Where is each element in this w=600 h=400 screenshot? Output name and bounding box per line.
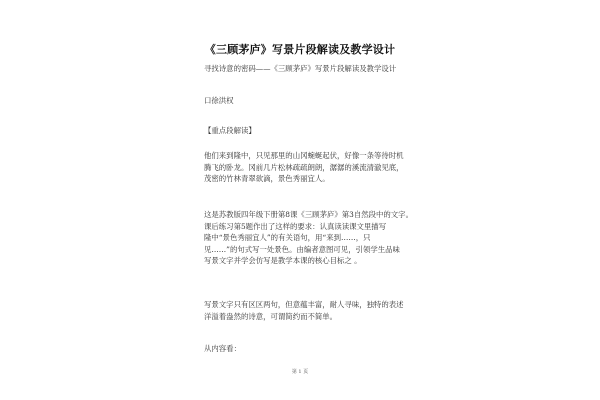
- page-number: 第 1 页: [291, 369, 309, 375]
- paragraph-line: 写景文字并学会仿写是教学本课的核心目标之 。: [204, 256, 362, 266]
- section-heading: 【重点段解读】: [204, 126, 256, 135]
- paragraph-line: 见……”的句式写一处景色。由编者意图可见，引领学生品味: [204, 244, 400, 254]
- paragraph-line: 从内容看：: [204, 344, 241, 353]
- paragraph-line: 写景文字只有区区两句，但意蕴丰富，耐人寻味，独特的表述: [204, 300, 404, 309]
- document-subtitle: 寻找诗意的密码——《三顾茅庐》写景片段解读及教学设计: [204, 64, 397, 73]
- paragraph-2: [204, 210, 413, 268]
- paragraph-line: 茂密的竹林青翠欲滴，景色秀丽宜人。: [204, 174, 330, 184]
- paragraph-line: 隆中“景色秀丽宜人”的有关语句，用“来到……，只: [204, 233, 371, 243]
- document-title: 《三顾茅庐》写景片段解读及教学设计: [204, 43, 396, 56]
- paragraph-3: [204, 300, 404, 323]
- paragraph-line: 他们来到隆中，只见那里的山冈蜿蜒起伏，好像一条等待时机: [204, 151, 404, 160]
- paragraph-1: [204, 151, 404, 186]
- paragraph-line: 腾飞的卧龙。冈前几片松林疏疏朗朗，潺潺的溪流清澈见底，: [204, 162, 404, 172]
- paragraph-line: 课后练习第5题作出了这样的要求：认真读读课文里描写: [204, 221, 387, 231]
- author-line: 口徐洪权: [204, 96, 234, 105]
- paragraph-4: [204, 344, 241, 356]
- paragraph-line: 这是苏教版四年级下册第8课《三顾茅庐》第3自然段中的文字。: [204, 210, 413, 219]
- paragraph-line: 洋溢着盎然的诗意，可谓简约而不简单。: [204, 311, 338, 321]
